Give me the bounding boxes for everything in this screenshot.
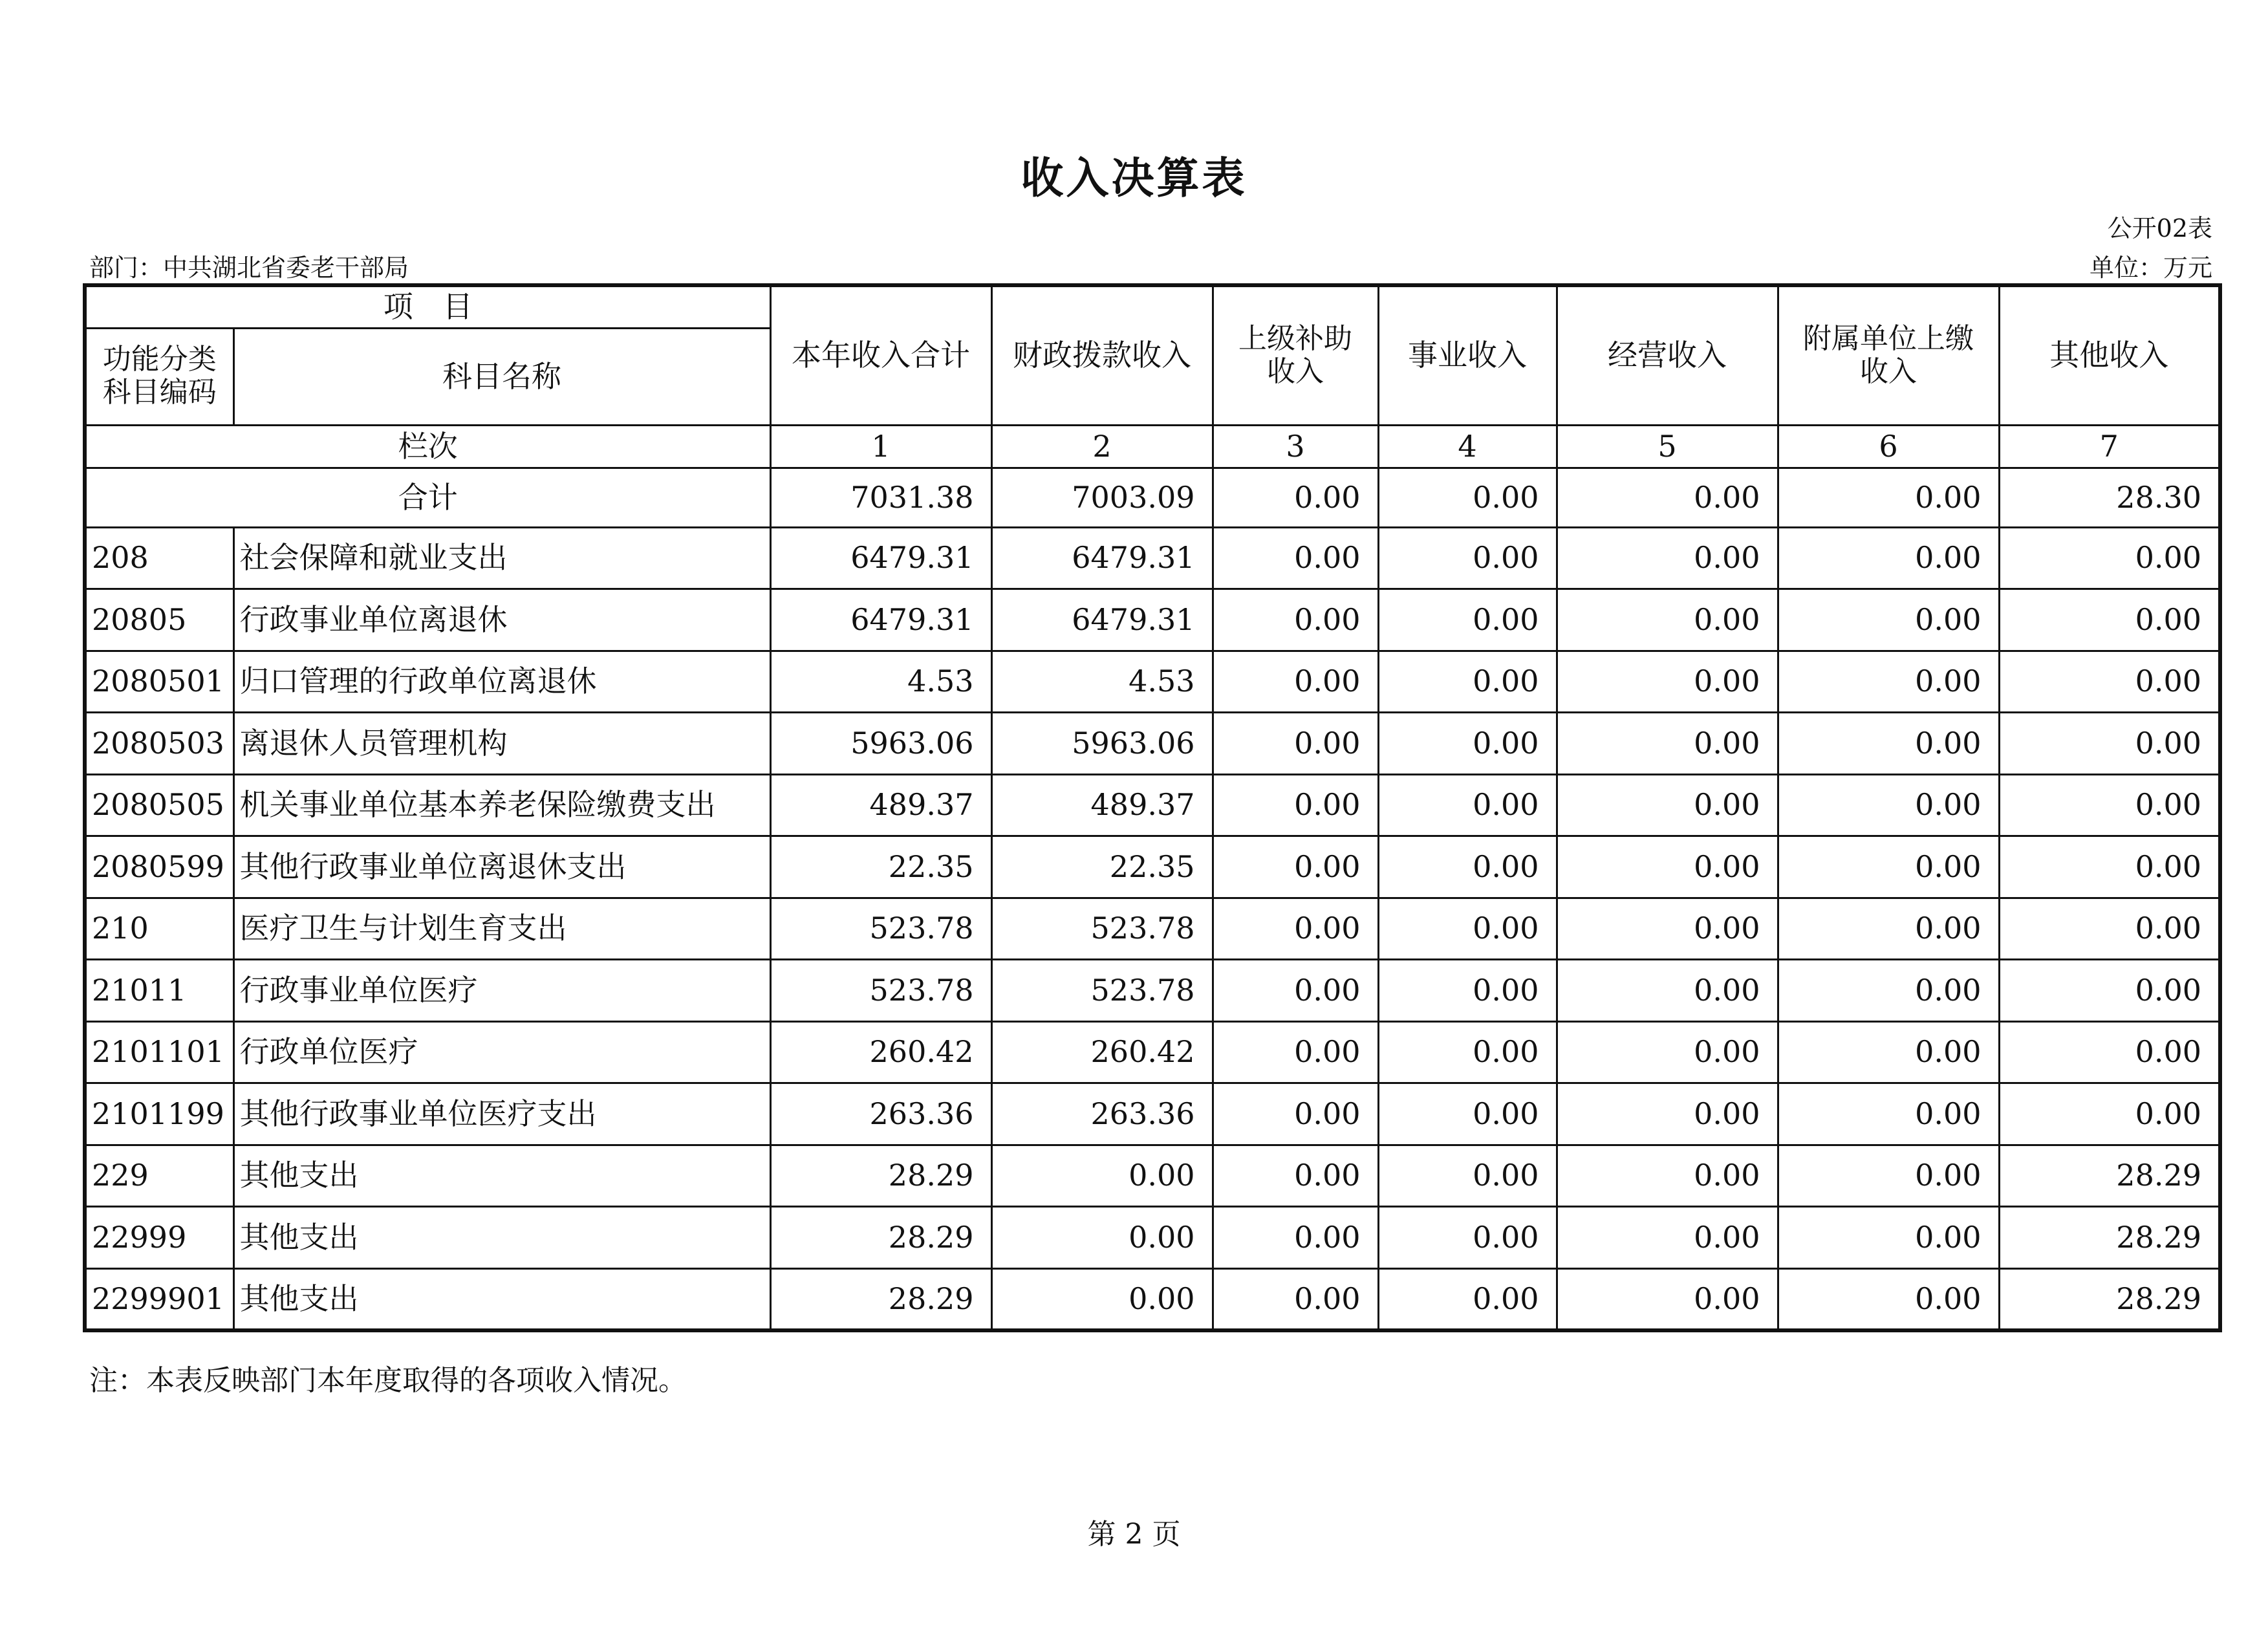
- amount-cell: 4.53: [991, 651, 1213, 713]
- amount-cell: 0.00: [1778, 651, 1999, 713]
- total-value: 0.00: [1778, 468, 1999, 527]
- amount-cell: 0.00: [1778, 1207, 1999, 1269]
- subject-name: 行政事业单位离退休: [233, 589, 770, 651]
- amount-cell: 28.29: [1999, 1145, 2220, 1207]
- amount-cell: 6479.31: [770, 527, 991, 589]
- form-id-label: 公开02表: [2107, 214, 2212, 243]
- total-value: 0.00: [1213, 468, 1378, 527]
- table-row: [85, 1268, 2220, 1330]
- amount-cell: 0.00: [1213, 1145, 1378, 1207]
- amount-cell: 0.00: [1557, 898, 1778, 960]
- header-col-5: 经营收入: [1557, 285, 1778, 425]
- header-col-1: 本年收入合计: [770, 285, 991, 425]
- table-row: [85, 898, 2220, 960]
- col-number: 2: [991, 425, 1213, 468]
- amount-cell: 0.00: [1213, 527, 1378, 589]
- unit-label: 单位：万元: [2089, 254, 2212, 282]
- table-row: [85, 651, 2220, 713]
- header-func-code: 功能分类科目编码: [85, 328, 233, 425]
- amount-cell: 0.00: [1557, 960, 1778, 1022]
- amount-cell: 0.00: [1557, 1207, 1778, 1269]
- amount-cell: 28.29: [770, 1145, 991, 1207]
- amount-cell: 489.37: [770, 774, 991, 836]
- col-number: 5: [1557, 425, 1778, 468]
- amount-cell: 0.00: [1778, 713, 1999, 775]
- table-row: [85, 836, 2220, 898]
- amount-cell: 489.37: [991, 774, 1213, 836]
- amount-cell: 0.00: [1213, 960, 1378, 1022]
- amount-cell: 0.00: [1999, 898, 2220, 960]
- amount-cell: 0.00: [1999, 1021, 2220, 1083]
- subject-name: 行政单位医疗: [233, 1021, 770, 1083]
- amount-cell: 28.29: [1999, 1268, 2220, 1330]
- amount-cell: 0.00: [1213, 774, 1378, 836]
- amount-cell: 0.00: [1778, 1083, 1999, 1145]
- amount-cell: 6479.31: [991, 527, 1213, 589]
- amount-cell: 263.36: [770, 1083, 991, 1145]
- amount-cell: 0.00: [1999, 527, 2220, 589]
- subject-name: 其他行政事业单位离退休支出: [233, 836, 770, 898]
- amount-cell: 0.00: [1378, 1083, 1557, 1145]
- amount-cell: 0.00: [1778, 1021, 1999, 1083]
- subject-code: 208: [85, 527, 233, 589]
- header-subject-name: 科目名称: [233, 328, 770, 425]
- amount-cell: 0.00: [991, 1207, 1213, 1269]
- page-title: 收入决算表: [1021, 153, 1247, 203]
- subject-code: 2080505: [85, 774, 233, 836]
- subject-name: 其他支出: [233, 1145, 770, 1207]
- amount-cell: 0.00: [991, 1145, 1213, 1207]
- amount-cell: 6479.31: [770, 589, 991, 651]
- total-value: 0.00: [1378, 468, 1557, 527]
- amount-cell: 5963.06: [770, 713, 991, 775]
- subject-name: 其他行政事业单位医疗支出: [233, 1083, 770, 1145]
- amount-cell: 0.00: [1557, 589, 1778, 651]
- subject-name: 机关事业单位基本养老保险缴费支出: [233, 774, 770, 836]
- subject-code: 2080503: [85, 713, 233, 775]
- amount-cell: 0.00: [1213, 1207, 1378, 1269]
- amount-cell: 0.00: [1999, 960, 2220, 1022]
- amount-cell: 0.00: [1378, 960, 1557, 1022]
- subject-code: 2080501: [85, 651, 233, 713]
- amount-cell: 28.29: [770, 1268, 991, 1330]
- amount-cell: 0.00: [1778, 774, 1999, 836]
- amount-cell: 263.36: [991, 1083, 1213, 1145]
- footnote: 注：本表反映部门本年度取得的各项收入情况。: [89, 1364, 687, 1397]
- table-row: [85, 713, 2220, 775]
- col-number: 3: [1213, 425, 1378, 468]
- subject-name: 社会保障和就业支出: [233, 527, 770, 589]
- header-col-3: 上级补助收入: [1213, 285, 1378, 425]
- income-table: [83, 283, 2222, 1332]
- header-col-4: 事业收入: [1378, 285, 1557, 425]
- table-row: [85, 774, 2220, 836]
- amount-cell: 0.00: [1378, 651, 1557, 713]
- col-number: 1: [770, 425, 991, 468]
- amount-cell: 0.00: [1999, 713, 2220, 775]
- amount-cell: 0.00: [1213, 713, 1378, 775]
- amount-cell: 0.00: [1213, 1021, 1378, 1083]
- amount-cell: 523.78: [770, 960, 991, 1022]
- subject-code: 229: [85, 1145, 233, 1207]
- amount-cell: 0.00: [1557, 713, 1778, 775]
- amount-cell: 0.00: [1378, 527, 1557, 589]
- amount-cell: 0.00: [1778, 1145, 1999, 1207]
- amount-cell: 4.53: [770, 651, 991, 713]
- amount-cell: 0.00: [1557, 836, 1778, 898]
- subject-name: 医疗卫生与计划生育支出: [233, 898, 770, 960]
- subject-name: 归口管理的行政单位离退休: [233, 651, 770, 713]
- amount-cell: 0.00: [1213, 589, 1378, 651]
- amount-cell: 0.00: [1778, 527, 1999, 589]
- amount-cell: 0.00: [1378, 774, 1557, 836]
- amount-cell: 0.00: [1378, 836, 1557, 898]
- subject-code: 2101101: [85, 1021, 233, 1083]
- amount-cell: 5963.06: [991, 713, 1213, 775]
- amount-cell: 0.00: [1999, 589, 2220, 651]
- col-index-label: 栏次: [85, 425, 770, 468]
- subject-code: 21011: [85, 960, 233, 1022]
- amount-cell: 0.00: [1557, 774, 1778, 836]
- subject-code: 20805: [85, 589, 233, 651]
- page-number: 第 2 页: [1087, 1518, 1181, 1551]
- amount-cell: 523.78: [991, 898, 1213, 960]
- header-col-2: 财政拨款收入: [991, 285, 1213, 425]
- amount-cell: 28.29: [1999, 1207, 2220, 1269]
- amount-cell: 0.00: [1778, 898, 1999, 960]
- subject-name: 行政事业单位医疗: [233, 960, 770, 1022]
- amount-cell: 0.00: [1378, 589, 1557, 651]
- amount-cell: 0.00: [1213, 1083, 1378, 1145]
- col-number: 4: [1378, 425, 1557, 468]
- amount-cell: 0.00: [1999, 1083, 2220, 1145]
- total-value: 7031.38: [770, 468, 991, 527]
- table-row: [85, 1021, 2220, 1083]
- subject-code: 210: [85, 898, 233, 960]
- amount-cell: 6479.31: [991, 589, 1213, 651]
- amount-cell: 0.00: [1999, 774, 2220, 836]
- header-col-6: 附属单位上缴收入: [1778, 285, 1999, 425]
- amount-cell: 260.42: [770, 1021, 991, 1083]
- amount-cell: 0.00: [1999, 651, 2220, 713]
- department-label: 部门：中共湖北省委老干部局: [89, 254, 409, 282]
- amount-cell: 22.35: [770, 836, 991, 898]
- amount-cell: 0.00: [1999, 836, 2220, 898]
- amount-cell: 0.00: [1557, 1268, 1778, 1330]
- header-col-7: 其他收入: [1999, 285, 2220, 425]
- table-row: [85, 1145, 2220, 1207]
- amount-cell: 523.78: [770, 898, 991, 960]
- table-row: [85, 1207, 2220, 1269]
- amount-cell: 0.00: [1778, 836, 1999, 898]
- amount-cell: 0.00: [1378, 1145, 1557, 1207]
- amount-cell: 0.00: [1378, 1207, 1557, 1269]
- amount-cell: 0.00: [1557, 1083, 1778, 1145]
- total-value: 7003.09: [991, 468, 1213, 527]
- amount-cell: 0.00: [1778, 1268, 1999, 1330]
- amount-cell: 0.00: [1778, 960, 1999, 1022]
- amount-cell: 0.00: [1213, 651, 1378, 713]
- subject-name: 离退休人员管理机构: [233, 713, 770, 775]
- col-number: 7: [1999, 425, 2220, 468]
- total-value: 28.30: [1999, 468, 2220, 527]
- amount-cell: 0.00: [1378, 898, 1557, 960]
- amount-cell: 0.00: [1557, 651, 1778, 713]
- amount-cell: 0.00: [1778, 589, 1999, 651]
- amount-cell: 0.00: [991, 1268, 1213, 1330]
- table-row: [85, 960, 2220, 1022]
- amount-cell: 0.00: [1378, 713, 1557, 775]
- amount-cell: 0.00: [1213, 836, 1378, 898]
- amount-cell: 0.00: [1213, 898, 1378, 960]
- col-number: 6: [1778, 425, 1999, 468]
- subject-code: 22999: [85, 1207, 233, 1269]
- total-value: 0.00: [1557, 468, 1778, 527]
- amount-cell: 28.29: [770, 1207, 991, 1269]
- header-item: 项 目: [85, 285, 770, 328]
- amount-cell: 0.00: [1378, 1021, 1557, 1083]
- table-row: [85, 527, 2220, 589]
- table-row: [85, 1083, 2220, 1145]
- amount-cell: 0.00: [1557, 1145, 1778, 1207]
- total-row: [85, 468, 2220, 527]
- amount-cell: 0.00: [1378, 1268, 1557, 1330]
- amount-cell: 523.78: [991, 960, 1213, 1022]
- subject-name: 其他支出: [233, 1268, 770, 1330]
- subject-code: 2080599: [85, 836, 233, 898]
- subject-code: 2299901: [85, 1268, 233, 1330]
- amount-cell: 0.00: [1213, 1268, 1378, 1330]
- total-label: 合计: [85, 468, 770, 527]
- subject-code: 2101199: [85, 1083, 233, 1145]
- subject-name: 其他支出: [233, 1207, 770, 1269]
- table-row: [85, 589, 2220, 651]
- amount-cell: 260.42: [991, 1021, 1213, 1083]
- amount-cell: 0.00: [1557, 1021, 1778, 1083]
- amount-cell: 22.35: [991, 836, 1213, 898]
- amount-cell: 0.00: [1557, 527, 1778, 589]
